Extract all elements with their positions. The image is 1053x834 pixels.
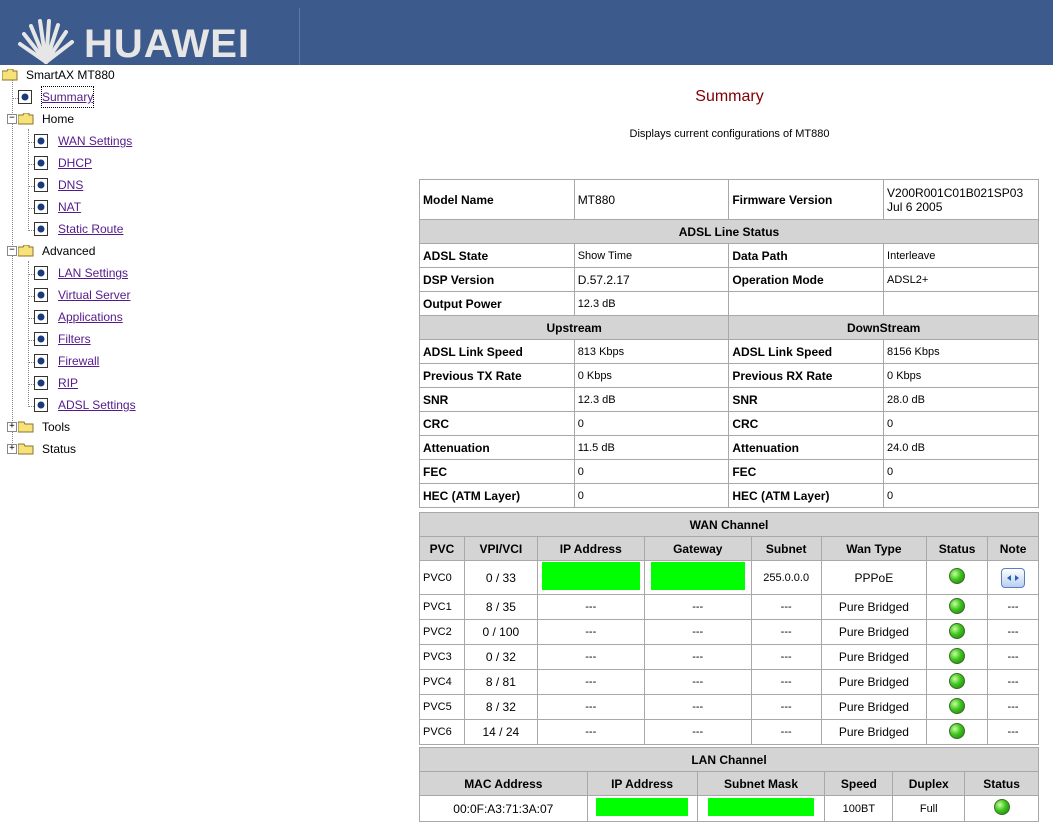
status-led-icon xyxy=(949,698,965,714)
stat-value: 11.5 dB xyxy=(574,436,729,460)
dsp-version-label: DSP Version xyxy=(420,268,575,292)
redacted-ip-address xyxy=(596,798,688,816)
tree-link-wan-settings[interactable]: WAN Settings xyxy=(58,134,133,148)
redacted-gateway xyxy=(651,562,745,590)
note: --- xyxy=(988,595,1039,620)
table-row xyxy=(420,720,1039,745)
model-name-value: MT880 xyxy=(574,180,729,220)
page-icon xyxy=(34,398,48,412)
data-path-label: Data Path xyxy=(729,244,884,268)
brand-name: HUAWEI xyxy=(84,22,250,66)
tree-status-label: Status xyxy=(42,442,77,456)
stat-label: Attenuation xyxy=(729,436,884,460)
note: --- xyxy=(988,645,1039,670)
stat-value: 28.0 dB xyxy=(884,388,1039,412)
vpi-vci: 14 / 24 xyxy=(464,720,537,745)
vpi-vci: 0 / 32 xyxy=(464,645,537,670)
wan-type: Pure Bridged xyxy=(821,620,927,645)
note-icon[interactable] xyxy=(1001,568,1025,588)
table-row xyxy=(420,695,1039,720)
mac-address: 00:0F:A3:71:3A:07 xyxy=(420,796,588,822)
subnet: --- xyxy=(751,720,821,745)
gateway: --- xyxy=(644,695,751,720)
tools-expand-toggle[interactable]: + xyxy=(7,422,17,432)
stat-label: FEC xyxy=(729,460,884,484)
lan-ip-cell xyxy=(587,796,697,822)
vpi-vci: 8 / 32 xyxy=(464,695,537,720)
wan-header-row xyxy=(420,537,1039,561)
page-icon xyxy=(34,288,48,302)
status-cell xyxy=(927,695,988,720)
speed: 100BT xyxy=(825,796,893,822)
tree-link-adsl-settings[interactable]: ADSL Settings xyxy=(58,398,136,412)
ip-address: --- xyxy=(537,620,644,645)
stat-value: 813 Kbps xyxy=(574,340,729,364)
tree-link-dns[interactable]: DNS xyxy=(58,178,84,192)
note: --- xyxy=(988,670,1039,695)
status-cell xyxy=(927,720,988,745)
table-row xyxy=(420,268,1039,292)
status-cell xyxy=(927,645,988,670)
status-expand-toggle[interactable]: + xyxy=(7,444,17,454)
redacted-subnet-mask xyxy=(708,798,814,816)
firmware-label: Firmware Version xyxy=(729,180,884,220)
advanced-collapse-toggle[interactable]: − xyxy=(7,246,17,256)
pvc-name: PVC6 xyxy=(420,720,465,745)
stat-label: CRC xyxy=(729,412,884,436)
stat-value: 0 xyxy=(884,460,1039,484)
page-icon xyxy=(34,266,48,280)
status-led-icon xyxy=(949,673,965,689)
tree-link-summary[interactable]: Summary xyxy=(42,87,93,107)
page-icon xyxy=(34,332,48,346)
stat-label: ADSL Link Speed xyxy=(729,340,884,364)
data-path-value: Interleave xyxy=(884,244,1039,268)
operation-mode-value: ADSL2+ xyxy=(884,268,1039,292)
pvc-name: PVC5 xyxy=(420,695,465,720)
stat-value: 0 Kbps xyxy=(884,364,1039,388)
gateway: --- xyxy=(644,670,751,695)
device-row xyxy=(420,180,1039,220)
status-led-icon xyxy=(949,648,965,664)
subnet: --- xyxy=(751,645,821,670)
note: --- xyxy=(988,695,1039,720)
table-row xyxy=(420,670,1039,695)
page-icon xyxy=(18,90,32,104)
page-icon xyxy=(34,134,48,148)
page-icon xyxy=(34,200,48,214)
tree-line-home xyxy=(28,129,29,229)
folder-open-icon xyxy=(18,245,34,257)
status-cell xyxy=(927,561,988,595)
tree-line-root xyxy=(12,77,13,449)
lan-header-row xyxy=(420,772,1039,796)
stat-value: 0 xyxy=(574,412,729,436)
tree-tools-label: Tools xyxy=(42,420,71,434)
column-header: IP Address xyxy=(537,537,644,561)
gateway: --- xyxy=(644,720,751,745)
ip-address: --- xyxy=(537,695,644,720)
gateway: --- xyxy=(644,595,751,620)
subnet: 255.0.0.0 xyxy=(751,561,821,595)
tree-link-rip[interactable]: RIP xyxy=(58,376,79,390)
table-row xyxy=(420,436,1039,460)
page-icon xyxy=(34,222,48,236)
operation-mode-label: Operation Mode xyxy=(729,268,884,292)
tree-link-lan-settings[interactable]: LAN Settings xyxy=(58,266,129,280)
column-header: Speed xyxy=(825,772,893,796)
stat-label: SNR xyxy=(729,388,884,412)
ip-address-cell xyxy=(537,561,644,595)
ip-address: --- xyxy=(537,670,644,695)
table-row xyxy=(420,244,1039,268)
model-name-label: Model Name xyxy=(420,180,575,220)
tree-link-static-route[interactable]: Static Route xyxy=(58,222,124,236)
stat-value: 0 xyxy=(574,460,729,484)
lan-channel-heading: LAN Channel xyxy=(420,748,1039,772)
redacted-ip-address xyxy=(542,562,640,590)
stat-value: 0 xyxy=(574,484,729,508)
pvc-name: PVC3 xyxy=(420,645,465,670)
page-subtitle: Displays current configurations of MT880 xyxy=(629,128,830,140)
note-cell xyxy=(988,561,1039,595)
header-banner xyxy=(0,0,1053,65)
wan-type: Pure Bridged xyxy=(821,595,927,620)
gateway: --- xyxy=(644,620,751,645)
tree-root-label: SmartAX MT880 xyxy=(26,68,115,82)
status-cell xyxy=(927,595,988,620)
column-header: Gateway xyxy=(644,537,751,561)
output-power-value: 12.3 dB xyxy=(574,292,729,316)
folder-open-icon xyxy=(2,69,18,81)
table-row xyxy=(420,561,1039,595)
stat-value: 8156 Kbps xyxy=(884,340,1039,364)
status-led-icon xyxy=(994,799,1010,815)
page-icon xyxy=(34,376,48,390)
page-icon xyxy=(34,354,48,368)
status-led-icon xyxy=(949,598,965,614)
lan-subnet-cell xyxy=(697,796,825,822)
wan-channel-heading: WAN Channel xyxy=(420,513,1039,537)
column-header: Subnet Mask xyxy=(697,772,825,796)
folder-icon xyxy=(18,443,34,455)
firmware-date-text: Jul 6 2005 xyxy=(887,199,943,214)
status-cell xyxy=(927,620,988,645)
stat-value: 24.0 dB xyxy=(884,436,1039,460)
tree-advanced-label: Advanced xyxy=(42,244,96,258)
empty-cell xyxy=(729,292,884,316)
column-header: VPI/VCI xyxy=(464,537,537,561)
pvc-name: PVC2 xyxy=(420,620,465,645)
banner-divider xyxy=(299,8,300,65)
note: --- xyxy=(988,720,1039,745)
column-header: Subnet xyxy=(751,537,821,561)
note: --- xyxy=(988,620,1039,645)
stat-label: HEC (ATM Layer) xyxy=(420,484,575,508)
column-header: Status xyxy=(965,772,1039,796)
stat-value: 0 xyxy=(884,412,1039,436)
stat-label: Attenuation xyxy=(420,436,575,460)
stat-label: HEC (ATM Layer) xyxy=(729,484,884,508)
tree-link-firewall[interactable]: Firewall xyxy=(58,354,100,368)
stat-value: 12.3 dB xyxy=(574,388,729,412)
status-led-icon xyxy=(949,723,965,739)
upstream-heading: Upstream xyxy=(420,316,729,340)
gateway-cell xyxy=(644,561,751,595)
vpi-vci: 8 / 35 xyxy=(464,595,537,620)
tree-link-nat[interactable]: NAT xyxy=(58,200,82,214)
adsl-state-value: Show Time xyxy=(574,244,729,268)
table-row xyxy=(420,292,1039,316)
firmware-version-text: V200R001C01B021SP03 xyxy=(887,185,1024,200)
subnet: --- xyxy=(751,695,821,720)
huawei-logo xyxy=(16,18,76,64)
adsl-status-table xyxy=(419,179,1039,508)
firmware-value xyxy=(884,180,1039,220)
stat-label: CRC xyxy=(420,412,575,436)
column-header: PVC xyxy=(420,537,465,561)
gateway: --- xyxy=(644,645,751,670)
stat-label: ADSL Link Speed xyxy=(420,340,575,364)
status-cell xyxy=(927,670,988,695)
wan-type: Pure Bridged xyxy=(821,720,927,745)
status-cell xyxy=(965,796,1039,822)
tree-home-label: Home xyxy=(42,112,75,126)
page-icon xyxy=(34,178,48,192)
column-header: IP Address xyxy=(587,772,697,796)
tree-link-virtual-server[interactable]: Virtual Server xyxy=(58,288,131,302)
table-row xyxy=(420,388,1039,412)
subnet: --- xyxy=(751,670,821,695)
adsl-state-label: ADSL State xyxy=(420,244,575,268)
stat-label: Previous RX Rate xyxy=(729,364,884,388)
table-row xyxy=(420,364,1039,388)
ip-address: --- xyxy=(537,720,644,745)
stat-label: FEC xyxy=(420,460,575,484)
ip-address: --- xyxy=(537,595,644,620)
subnet: --- xyxy=(751,595,821,620)
wan-type: Pure Bridged xyxy=(821,670,927,695)
column-header: Note xyxy=(988,537,1039,561)
pvc-name: PVC1 xyxy=(420,595,465,620)
wan-type: Pure Bridged xyxy=(821,695,927,720)
table-row xyxy=(420,796,1039,822)
dsp-version-value: D.57.2.17 xyxy=(574,268,729,292)
status-led-icon xyxy=(949,568,965,584)
subnet: --- xyxy=(751,620,821,645)
tree-link-dhcp[interactable]: DHCP xyxy=(58,156,93,170)
vpi-vci: 8 / 81 xyxy=(464,670,537,695)
status-led-icon xyxy=(949,623,965,639)
tree-link-applications[interactable]: Applications xyxy=(58,310,123,324)
table-row xyxy=(420,595,1039,620)
home-collapse-toggle[interactable]: − xyxy=(7,114,17,124)
downstream-heading: DownStream xyxy=(729,316,1039,340)
stat-label: Previous TX Rate xyxy=(420,364,575,388)
column-header: Duplex xyxy=(893,772,965,796)
wan-type: PPPoE xyxy=(821,561,927,595)
column-header: MAC Address xyxy=(420,772,588,796)
folder-icon xyxy=(18,421,34,433)
page-icon xyxy=(34,310,48,324)
navigation-tree xyxy=(0,65,300,834)
ip-address: --- xyxy=(537,645,644,670)
adsl-line-status-heading: ADSL Line Status xyxy=(420,220,1039,244)
output-power-label: Output Power xyxy=(420,292,575,316)
tree-link-filters[interactable]: Filters xyxy=(58,332,91,346)
column-header: Wan Type xyxy=(821,537,927,561)
stat-label: SNR xyxy=(420,388,575,412)
table-row xyxy=(420,620,1039,645)
table-row xyxy=(420,645,1039,670)
stat-value: 0 Kbps xyxy=(574,364,729,388)
page-icon xyxy=(34,156,48,170)
vpi-vci: 0 / 100 xyxy=(464,620,537,645)
empty-cell xyxy=(884,292,1039,316)
folder-open-icon xyxy=(18,113,34,125)
page-title: Summary xyxy=(695,88,764,105)
wan-channel-table xyxy=(419,512,1039,745)
column-header: Status xyxy=(927,537,988,561)
pvc-name: PVC4 xyxy=(420,670,465,695)
duplex: Full xyxy=(893,796,965,822)
vpi-vci: 0 / 33 xyxy=(464,561,537,595)
table-row xyxy=(420,460,1039,484)
table-row xyxy=(420,484,1039,508)
wan-type: Pure Bridged xyxy=(821,645,927,670)
table-row xyxy=(420,412,1039,436)
lan-channel-table xyxy=(419,747,1039,822)
stat-value: 0 xyxy=(884,484,1039,508)
pvc-name: PVC0 xyxy=(420,561,465,595)
table-row xyxy=(420,340,1039,364)
